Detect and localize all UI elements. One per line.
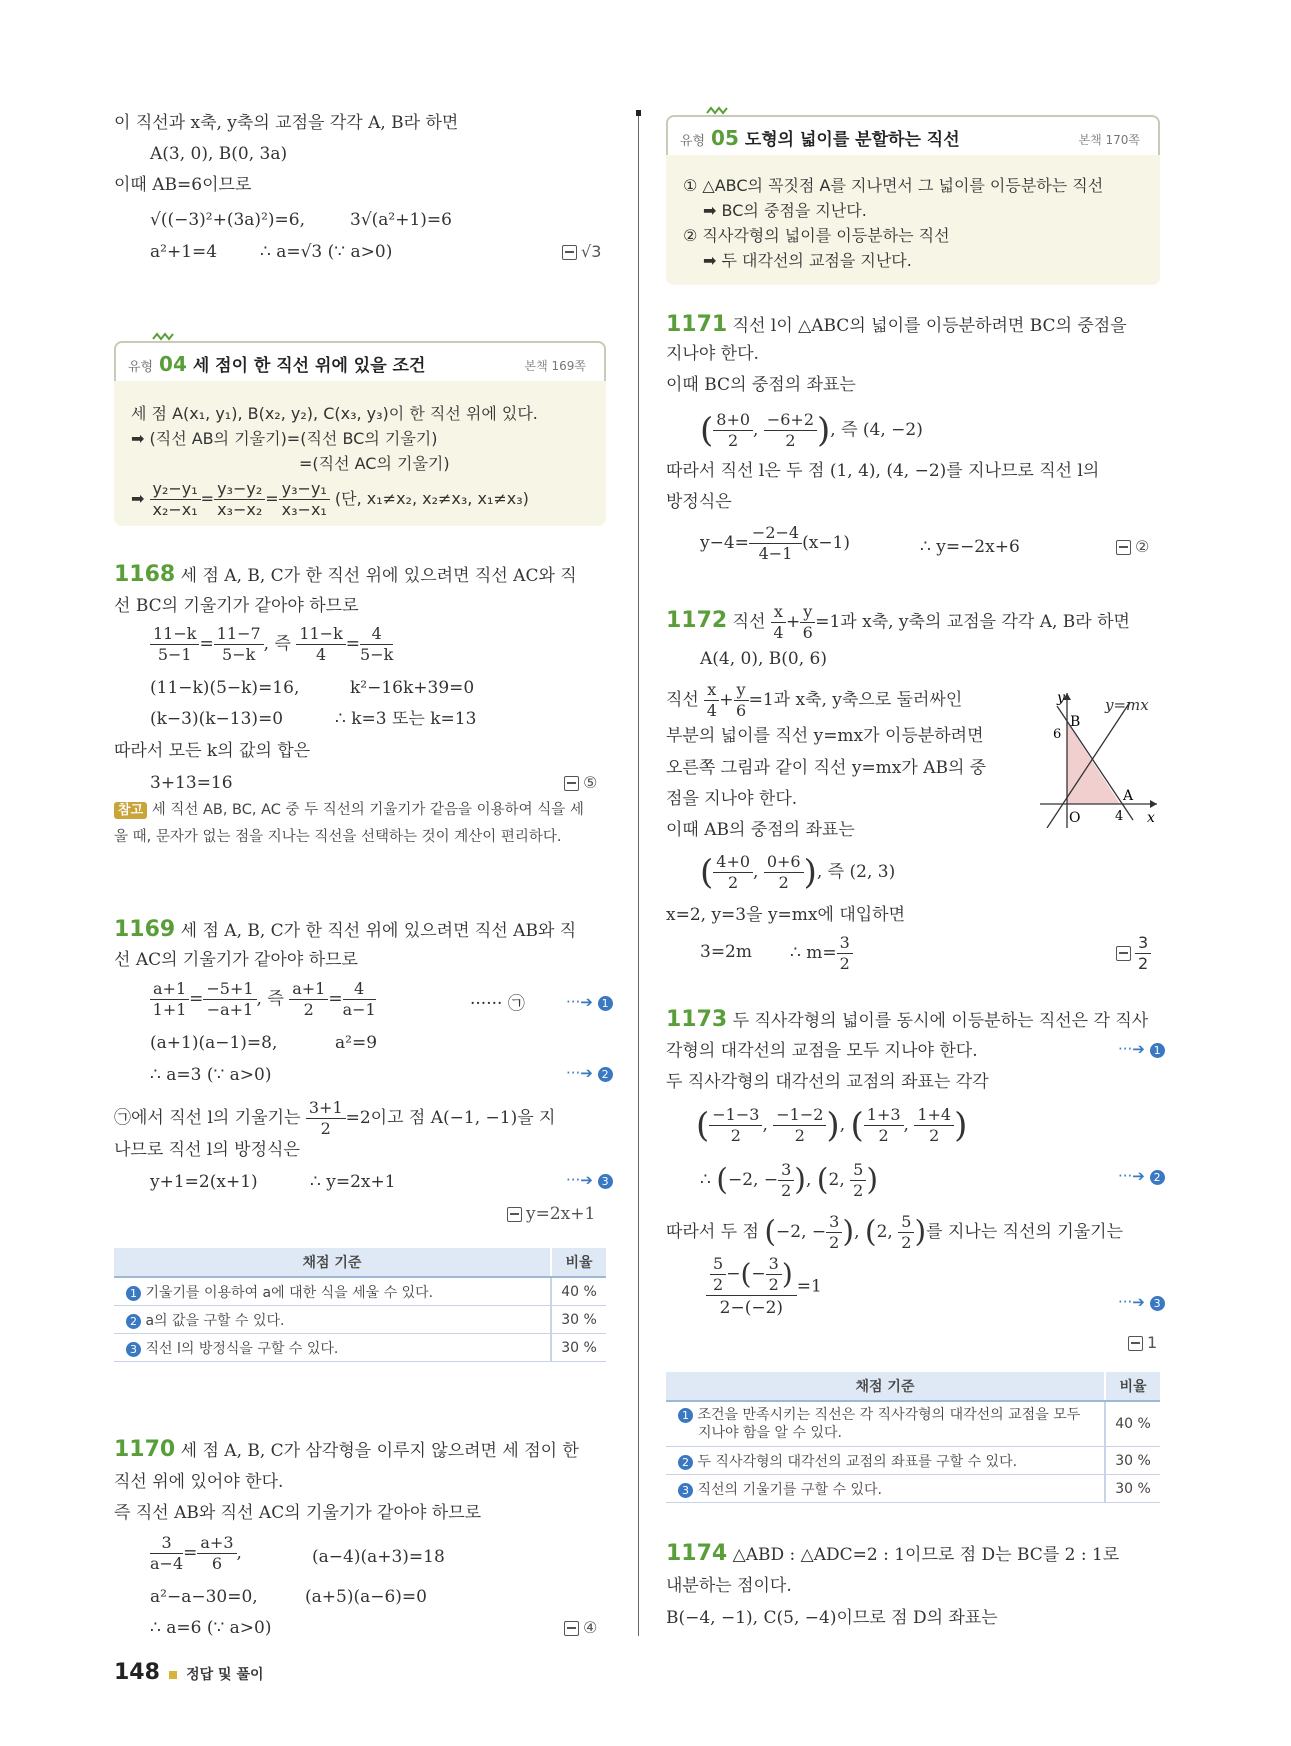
p1172-fx2-num: x (704, 680, 719, 701)
problem-1170-number: 1170 (114, 1437, 176, 1462)
type04-f3-den: x₃−x₁ (281, 500, 327, 519)
type04-line-3: =(직선 AC의 기울기) (299, 454, 450, 473)
step-2-badge: 2 (1150, 1170, 1165, 1185)
p1168-joiner: , 즉 (263, 634, 291, 654)
p1171-text-3: 이때 BC의 중점의 좌표는 (666, 375, 856, 395)
row-criteria-cont: 지나야 함을 알 수 있다. (698, 1425, 842, 1441)
intro-eq-1a: √((−3)²+(3a)²)=6, (150, 210, 305, 230)
p1172-midpoint-value: , 즉 (2, 3) (816, 862, 896, 882)
p1168-note-line-1: 세 직선 AB, BC, AC 중 두 직선의 기울기가 같음을 이용하여 식을 세 (151, 802, 584, 818)
p1173-centers: ( $\frac{-1-3}{2}$ , $\frac{-1-2}{2}$ ), ( $\frac{1+3}{2}$ , $\frac{1+4}{2}$ ) (696, 1105, 968, 1146)
type04-title: 세 점이 한 직선 위에 있을 조건 (192, 356, 426, 376)
row-criteria: a의 값을 구할 수 있다. (145, 1312, 285, 1329)
p1172-fx2-den: 4 (706, 701, 717, 720)
intro-eq-2a: a²+1=4 (150, 242, 218, 262)
p1173-f2-num: −1−2 (773, 1105, 826, 1126)
p1170-frac-eq: $\frac{3}{a-4}$ = $\frac{a+3}{6}$ , (150, 1533, 242, 1573)
type-decoration-icon (152, 331, 176, 341)
p1169-joiner: , 즉 (256, 989, 284, 1009)
p1173-f6b-den: 2 (901, 1233, 912, 1252)
p1172-eq-3b (790, 933, 853, 974)
p1168-answer-value: ⑤ (583, 773, 598, 792)
p1169-fb-den: −a+1 (206, 1000, 254, 1019)
type05-number: 05 (711, 126, 739, 150)
type05-line-3: ② 직사각형의 넓이를 이등분하는 직선 (683, 226, 950, 245)
p1168-fa-den: 5−1 (157, 645, 192, 664)
problem-1174-number: 1174 (666, 1541, 728, 1566)
p1173-text-4a: 따라서 두 점 (666, 1222, 759, 1242)
score-header-criteria: 채점 기준 (114, 1248, 551, 1277)
row-ratio: 30 % (551, 1334, 606, 1362)
p1170-fb-num: a+3 (197, 1533, 236, 1554)
p1168-note-line-2: 울 때, 문자가 없는 점을 지나는 직선을 선택하는 것이 계산이 편리하다. (114, 829, 562, 845)
type05-ref: 본책 170쪽 (1078, 133, 1140, 147)
p1172-fm-num: 3 (837, 933, 853, 954)
note-tag: 참고 (114, 802, 147, 819)
p1168-fd-den: 5−k (360, 645, 394, 664)
p1173-text-3: 두 직사각형의 대각선의 교점의 좌표는 각각 (666, 1072, 989, 1092)
row-badge: 3 (126, 1342, 141, 1357)
step-2-marker: ···➔ 2 (1118, 1167, 1165, 1185)
page-number: 148 (114, 1660, 160, 1685)
p1173-point-1: −2, − (727, 1170, 779, 1190)
p1172-text-7: x=2, y=3을 y=mx에 대입하면 (666, 905, 906, 925)
p1170-eq-1b: (a−4)(a+3)=18 (312, 1547, 445, 1567)
p1172-text-2b: =1과 x축, y축으로 둘러싸인 (748, 690, 963, 710)
p1170-eq-2a: a²−a−30=0, (150, 1587, 258, 1607)
table-row (114, 1306, 606, 1334)
p1170-answer (564, 1616, 597, 1640)
p1173-text-1: 두 직사각형의 넓이를 동시에 이등분하는 직선은 각 직사 (732, 1011, 1149, 1031)
step-2-badge: 2 (598, 1067, 613, 1082)
type05-line-4: ➡ 두 대각선의 교점을 지난다. (703, 251, 912, 270)
p1170-eq-2b: (a+5)(a−6)=0 (305, 1587, 427, 1607)
row-criteria: 두 직사각형의 대각선의 교점의 좌표를 구할 수 있다. (697, 1453, 1018, 1470)
p1173-f6-num: 5 (850, 1160, 866, 1181)
p1172-eq-3a: 3=2m (700, 942, 752, 962)
p1169-eq-1b: a²=9 (335, 1033, 378, 1053)
fig-label-b: B (1070, 714, 1081, 730)
p1173-f1-den: 2 (730, 1126, 741, 1145)
fig-label-x: x (1147, 810, 1155, 826)
p1168-eq-1a: (11−k)(5−k)=16, (150, 678, 300, 698)
p1169-text-1: 세 점 A, B, C가 한 직선 위에 있으려면 직선 AB와 직 (180, 921, 577, 941)
p1172-text-6: 이때 AB의 중점의 좌표는 (666, 820, 855, 840)
p1173-score-table (666, 1372, 1160, 1503)
p1171-midpoint-value: , 즉 (4, −2) (830, 420, 923, 440)
score-header-criteria: 채점 기준 (666, 1372, 1105, 1401)
row-ratio: 40 % (1105, 1401, 1160, 1447)
intro-eq-2b: ∴ a=√3 (∵ a>0) (260, 242, 393, 262)
step-1-marker: ···➔ 1 (566, 993, 613, 1011)
row-criteria: 조건을 만족시키는 직선은 각 직사각형의 대각선의 교점을 모두 (697, 1407, 1081, 1423)
intro-answer (562, 240, 601, 264)
p1168-note (114, 797, 584, 850)
p1169-fd-den: a−1 (342, 1000, 376, 1019)
p1169-text-2: 선 AC의 기울기가 같아야 하므로 (114, 950, 358, 970)
p1172-fy-num: y (800, 602, 815, 623)
fig-label-6: 6 (1053, 727, 1062, 742)
p1170-text-1: 세 점 A, B, C가 삼각형을 이루지 않으려면 세 점이 한 (180, 1441, 579, 1461)
p1168-fc-num: 11−k (296, 624, 345, 645)
p1172-text-3: 부분의 넓이를 직선 y=mx가 이등분하려면 (666, 726, 984, 746)
p1168-text-2: 선 BC의 기울기가 같아야 하므로 (114, 596, 359, 616)
p1172-fb-den: 2 (778, 873, 789, 892)
p1169-fe-den: 2 (320, 1119, 331, 1138)
p1173-f1-num: −1−3 (709, 1105, 762, 1126)
type04-line-2: ➡ (직선 AB의 기울기)=(직선 BC의 기울기) (131, 429, 438, 448)
p1172-fx-den: 4 (773, 623, 784, 642)
row-criteria: 기울기를 이용하여 a에 대한 식을 세울 수 있다. (145, 1284, 434, 1301)
p1169-text-3a: ㉠에서 직선 l의 기울기는 (114, 1108, 301, 1128)
p1169-answer-value: y=2x+1 (526, 1204, 596, 1224)
step-1-badge: 1 (598, 996, 613, 1011)
p1171-fc-num: −2−4 (749, 523, 802, 544)
p1169-answer (507, 1202, 595, 1226)
p1171-text-4: 따라서 직선 l은 두 점 (1, 4), (4, −2)를 지나므로 직선 l의 (666, 461, 1100, 481)
p1168-fb-den: 5−k (222, 645, 256, 664)
p1173-text-4b: 를 지나는 직선의 기울기는 (926, 1222, 1124, 1242)
p1171-fb-num: −6+2 (764, 410, 817, 431)
type05-line-2: ➡ BC의 중점을 지난다. (703, 201, 867, 220)
p1169-tag: ······ ㉠ (470, 994, 525, 1014)
p1170-fa-den: a−4 (150, 1554, 184, 1573)
p1169-fa-num: a+1 (150, 979, 189, 1000)
p1169-frac-eq: $\frac{a+1}{1+1}$ = $\frac{-5+1}{-a+1}$ , 즉 $\frac{a+1}{2}$ = $\frac{4}{a-1}$ (150, 979, 376, 1020)
p1170-text-3: 즉 직선 AB와 직선 AC의 기울기가 같아야 하므로 (114, 1503, 482, 1523)
triangle-region (1067, 722, 1120, 804)
p1168-fa-num: 11−k (150, 624, 199, 645)
p1169-fc-den: 2 (303, 1000, 314, 1019)
p1169-fc-num: a+1 (289, 979, 328, 1000)
intro-line-1: 이 직선과 x축, y축의 교점을 각각 A, B라 하면 (114, 113, 459, 133)
p1168-eq-2a: (k−3)(k−13)=0 (150, 709, 284, 729)
fig-label-4: 4 (1115, 809, 1124, 824)
p1172-plus: + (785, 612, 801, 632)
p1173-slope-n1: 5 (710, 1254, 726, 1275)
p1173-slope: $\frac{5}{2}$ −(− $\frac{3}{2}$ ) 2−(−2) =1 (706, 1254, 822, 1320)
p1173-f5b-num: 3 (826, 1212, 842, 1233)
step-3-badge: 3 (1150, 1296, 1165, 1311)
p1169-eq-3b: ∴ y=2x+1 (310, 1172, 396, 1192)
p1172-plus-2: + (719, 690, 734, 710)
p1172-line-2 (666, 680, 962, 721)
row-ratio: 30 % (1105, 1475, 1160, 1503)
p1168-answer (564, 771, 597, 795)
p1172-eq-1: A(4, 0), B(0, 6) (700, 649, 827, 669)
p1168-eq-2b: ∴ k=3 또는 k=13 (335, 709, 477, 729)
intro-line-2: A(3, 0), B(0, 3a) (150, 144, 288, 164)
table-row (114, 1277, 606, 1306)
p1172-text-5: 점을 지나야 한다. (666, 789, 798, 809)
p1171-answer-value: ② (1135, 537, 1150, 556)
row-ratio: 30 % (551, 1306, 606, 1334)
table-row (666, 1401, 1160, 1447)
p1172-fy-den: 6 (802, 623, 813, 642)
p1170-answer-value: ④ (583, 1618, 598, 1637)
p1173-f6-den: 2 (853, 1181, 864, 1200)
intro-line-3: 이때 AB=6이므로 (114, 175, 252, 195)
p1169-text-3 (114, 1098, 555, 1139)
p1173-answer-value: 1 (1147, 1333, 1158, 1352)
x-axis-arrow-icon (1150, 800, 1157, 808)
p1173-points: ∴ (−2, − $\frac{3}{2}$ ), (2, $\frac{5}{2}$ ) (700, 1160, 879, 1200)
p1173-line-4: 따라서 두 점 (−2, − $\frac{3}{2}$ ), (2, $\frac{5}{2}$ )를 지나는 직선의 기울기는 (666, 1212, 1124, 1252)
p1173-f2-den: 2 (794, 1126, 805, 1145)
answer-icon (1116, 540, 1131, 555)
p1173-slope-den: 2−(−2) (719, 1298, 784, 1318)
p1172-fa-num: 4+0 (713, 852, 753, 873)
problem-1173-number: 1173 (666, 1007, 728, 1032)
p1171-text-1: 직선 l이 △ABC의 넓이를 이등분하려면 BC의 중점을 (732, 316, 1127, 336)
type04-f1-num: y₂−y₁ (150, 479, 201, 500)
type04-condition: (단, x₁≠x₂, x₂≠x₃, x₁≠x₃) (334, 489, 529, 508)
p1173-f4-den: 2 (929, 1126, 940, 1145)
type04-f3-num: y₃−y₁ (279, 479, 330, 500)
p1172-line-1 (666, 602, 1130, 643)
p1171-eq-c: ∴ y=−2x+6 (920, 537, 1020, 557)
fig-label-o: O (1069, 810, 1081, 826)
type04-f1-den: x₂−x₁ (152, 500, 198, 519)
p1170-fa-num: 3 (150, 1533, 183, 1554)
footer-bullet-icon (169, 1671, 177, 1679)
row-criteria: 직선 l의 방정식을 구할 수 있다. (145, 1340, 339, 1357)
p1168-text-1: 세 점 A, B, C가 한 직선 위에 있으려면 직선 AC와 직 (180, 566, 577, 586)
type05-box (666, 155, 1160, 285)
step-1-marker: ···➔ 1 (1118, 1040, 1165, 1058)
p1168-fc-den: 4 (315, 645, 327, 664)
answer-icon (564, 776, 579, 791)
p1172-text-2a: 직선 (666, 690, 699, 710)
p1173-therefore: ∴ (700, 1170, 711, 1190)
p1172-fx-num: x (771, 602, 786, 623)
p1171-fb-den: 2 (785, 431, 796, 450)
type04-line-1: 세 점 A(x₁, y₁), B(x₂, y₂), C(x₃, y₃)이 한 직선 위에 있다. (131, 404, 538, 423)
p1168-eq-3: 3+13=16 (150, 773, 233, 793)
p1170-eq-3: ∴ a=6 (∵ a>0) (150, 1618, 272, 1638)
p1171-eq-a: y−4= (700, 533, 749, 553)
p1169-eq-1a: (a+1)(a−1)=8, (150, 1033, 278, 1053)
p1174-text-3: B(−4, −1), C(5, −4)이므로 점 D의 좌표는 (666, 1608, 998, 1628)
p1173-slope-d2: 2 (768, 1275, 779, 1294)
p1169-score-table (114, 1248, 606, 1362)
score-header-ratio: 비율 (551, 1248, 606, 1277)
p1168-frac-eq: $\frac{11-k}{5-1}$ = $\frac{11-7}{5-k}$ , 즉 $\frac{11-k}{4}$ = $\frac{4}{5-k}$ (150, 624, 393, 665)
step-2-marker: ···➔ 2 (566, 1064, 613, 1082)
type05-label: 유형 (680, 134, 706, 149)
p1173-answer (1128, 1331, 1157, 1355)
p1172-midpoint: ( $\frac{4+0}{2}$ , $\frac{0+6}{2}$ ), 즉 (2, 3) (700, 852, 896, 893)
p1172-text-1a: 직선 (732, 612, 766, 632)
p1172-answer-num: 3 (1135, 933, 1151, 954)
p1170-fb-den: 6 (211, 1554, 223, 1573)
row-ratio: 40 % (551, 1277, 606, 1306)
p1173-f3-den: 2 (878, 1126, 889, 1145)
type04-formula: ➡ $\frac{\text{y₂−y₁}}{\text{x₂−x₁}}$ = $\frac{\text{y₃−y₂}}{\text{x₃−x₂}}$ = $\frac{\text{y₃−y₁}}{\text{x₃−x₁}}$ (단, x₁≠x₂, x₂≠x₃, x₁≠x₃) (131, 479, 529, 519)
answer-icon (1116, 946, 1131, 961)
p1173-f6b-num: 5 (898, 1212, 914, 1233)
p1169-fb-num: −5+1 (203, 979, 256, 1000)
step-3-marker: ···➔ 3 (566, 1171, 613, 1189)
p1169-text-4: 나므로 직선 l의 방정식은 (114, 1140, 300, 1160)
footer-label: 정답 및 풀이 (186, 1667, 264, 1683)
table-row (666, 1447, 1160, 1475)
row-badge: 1 (126, 1286, 141, 1301)
p1174-text-1: △ABD : △ADC=2 : 1이므로 점 D는 BC를 2 : 1로 (732, 1545, 1120, 1565)
p1168-fd-num: 4 (360, 624, 393, 645)
type04-box (114, 381, 606, 526)
p1174-text-2: 내분하는 점이다. (666, 1576, 792, 1596)
type04-ref: 본책 169쪽 (524, 359, 586, 373)
row-ratio: 30 % (1105, 1447, 1160, 1475)
row-criteria: 직선의 기울기를 구할 수 있다. (697, 1481, 882, 1498)
p1171-fa-num: 8+0 (713, 410, 753, 431)
problem-1169-number: 1169 (114, 917, 176, 942)
p1171-fc-den: 4−1 (758, 544, 793, 563)
answer-icon (507, 1207, 522, 1222)
p1168-eq-1b: k²−16k+39=0 (350, 678, 475, 698)
answer-icon (564, 1621, 579, 1636)
p1173-f5b-den: 2 (829, 1233, 840, 1252)
p1173-point-2: 2, (828, 1170, 845, 1190)
p1168-fb-num: 11−7 (214, 624, 264, 645)
p1172-fb-num: 0+6 (764, 852, 804, 873)
p1172-fa-den: 2 (728, 873, 739, 892)
type04-f2-den: x₃−x₂ (217, 500, 263, 519)
p1172-text-4: 오른쪽 그림과 같이 직선 y=mx가 AB의 중 (666, 758, 987, 778)
p1172-fy2-den: 6 (735, 701, 747, 720)
p1169-text-3b: =2이고 점 A(−1, −1)을 지 (345, 1108, 556, 1128)
p1171-eq-b: (x−1) (802, 533, 851, 553)
p1173-f4-num: 1+4 (914, 1105, 954, 1126)
p1173-pt1-inline: −2, − (776, 1222, 827, 1242)
row-badge: 1 (678, 1408, 693, 1423)
problem-1172-number: 1172 (666, 608, 728, 633)
p1172-fm-den: 2 (839, 954, 850, 973)
step-3-badge: 3 (598, 1174, 613, 1189)
type05-header (666, 115, 1160, 155)
table-row (114, 1334, 606, 1362)
p1173-text-2: 각형의 대각선의 교점을 모두 지나야 한다. (666, 1041, 978, 1061)
p1171-midpoint: ( $\frac{8+0}{2}$ , $\frac{-6+2}{2}$ ), 즉 (4, −2) (700, 410, 923, 451)
column-divider (638, 116, 639, 1636)
p1173-pt2-inline: 2, (876, 1222, 893, 1242)
fig-line-label: y=mx (1105, 696, 1149, 714)
p1171-text-2: 지나야 한다. (666, 344, 759, 364)
score-header-ratio: 비율 (1105, 1372, 1160, 1401)
p1171-fa-den: 2 (728, 431, 739, 450)
p1173-f5-den: 2 (781, 1181, 792, 1200)
p1172-fy2-num: y (734, 680, 749, 701)
type05-title: 도형의 넓이를 분할하는 직선 (744, 130, 960, 150)
step-1-badge: 1 (1150, 1043, 1165, 1058)
row-badge: 2 (126, 1314, 141, 1329)
p1173-slope-n2: 3 (766, 1254, 782, 1275)
table-row (666, 1475, 1160, 1503)
p1172-text-1b: =1과 x축, y축의 교점을 각각 A, B라 하면 (815, 612, 1130, 632)
answer-icon (1128, 1336, 1143, 1351)
p1169-eq-2: ∴ a=3 (∵ a>0) (150, 1065, 272, 1085)
p1172-m-label: ∴ m= (790, 943, 837, 963)
type04-f2-num: y₃−y₂ (214, 479, 265, 500)
p1171-answer (1116, 535, 1149, 559)
problem-1171-number: 1171 (666, 312, 728, 337)
row-badge: 3 (678, 1483, 693, 1498)
p1173-slope-d1: 2 (713, 1275, 724, 1294)
arrow-icon: ➡ (131, 489, 145, 508)
intro-answer-value: √3 (581, 242, 602, 261)
p1173-f3-num: 1+3 (864, 1105, 904, 1126)
problem-1168-number: 1168 (114, 562, 176, 587)
p1169-fd-num: 4 (343, 979, 376, 1000)
type04-number: 04 (159, 352, 187, 376)
p1172-answer (1116, 933, 1151, 974)
p1171-line-eq (700, 523, 850, 564)
p1170-text-2: 직선 위에 있어야 한다. (114, 1472, 284, 1492)
type05-line-1: ① △ABC의 꼭짓점 A를 지나면서 그 넓이를 이등분하는 직선 (683, 176, 1104, 195)
p1173-slope-eq: =1 (796, 1276, 822, 1297)
p1169-eq-3a: y+1=2(x+1) (150, 1172, 258, 1192)
p1169-fe-num: 3+1 (306, 1098, 346, 1119)
p1168-text-3: 따라서 모든 k의 값의 합은 (114, 741, 311, 761)
p1169-fa-den: 1+1 (152, 1000, 187, 1019)
type04-header (114, 341, 606, 381)
page-footer (114, 1660, 264, 1685)
fig-label-y: y (1057, 690, 1065, 706)
p1172-answer-den: 2 (1138, 954, 1149, 973)
type-decoration-icon (706, 105, 730, 115)
p1173-f5-num: 3 (778, 1160, 794, 1181)
row-badge: 2 (678, 1455, 693, 1470)
fig-label-a: A (1123, 788, 1134, 804)
intro-eq-1b: 3√(a²+1)=6 (350, 210, 452, 230)
type04-label: 유형 (128, 360, 154, 375)
p1171-text-5: 방정식은 (666, 492, 732, 512)
answer-icon (562, 245, 577, 260)
step-3-marker: ···➔ 3 (1118, 1293, 1165, 1311)
